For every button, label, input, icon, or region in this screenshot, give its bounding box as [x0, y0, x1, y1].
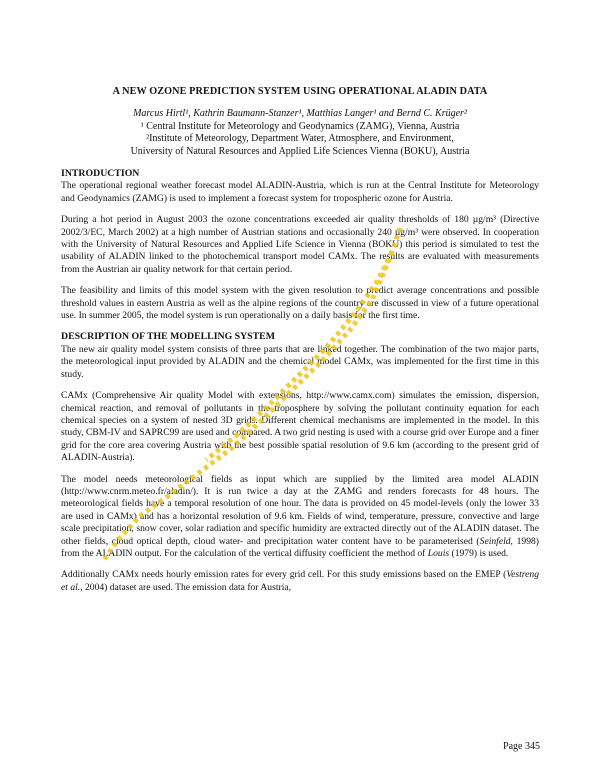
- paragraph: The feasibility and limits of this model system with the given resolution to predict average concentrations and possible threshold values in eastern Austria as well as the alpine regions of the country are discussed in view of a future operational use. In summer 2005, the model system is run operationally on a daily basis for the first time.: [61, 285, 539, 322]
- text-run: , 2004) dataset are used. The emission data for Austria,: [80, 581, 292, 593]
- affiliation-2: ²Institute of Meteorology, Department Water, Atmosphere, and Environment,: [146, 133, 454, 144]
- paragraph: The operational regional weather forecast model ALADIN-Austria, which is run at the Central Institute for Meteorology and Geodynamics (ZAMG) is used to implement a forecast system for tropospheric ozone for Austria.: [61, 180, 539, 204]
- paragraph: The new air quality model system consists of three parts that are linked together. The combination of the two major parts, the meteorological input provided by ALADIN and the chemical model CAMx, was implemented for the first time in this study.: [61, 343, 539, 380]
- citation-seinfeld: Seinfeld: [479, 535, 511, 547]
- section-heading-modelling-system: DESCRIPTION OF THE MODELLING SYSTEM: [61, 331, 275, 343]
- text-run: , 1998) from the ALADIN output. For the calculation of the vertical diffusity coefficient the method of: [61, 535, 539, 559]
- paragraph: [61, 474, 539, 561]
- text-run: The model needs meteorological fields as input which are supplied by the limited area model ALADIN (http://www.cnrm.meteo.fr/aladin/). It is run twice a day at the ZAMG and renders forecasts for 48 hours. The meteorological fields have a temporal resolution of one hour. The data is provided on 45 model-levels (only the lower 33 are used in CAMx) and has a horizontal resolution of 9.6 km. Fields of wind, temperature, pressure, convective and large scale precipitation, snow cover, solar radiation and specific humidity are extracted directly out of the ALADIN dataset. The other fields, cloud optical depth, cloud water- and precipitation water content have to be parameterised (: [61, 473, 539, 547]
- paragraph: CAMx (Comprehensive Air quality Model with extensions, http://www.camx.com) simulates the emission, dispersion, chemical reaction, and removal of pollutants in the troposphere by solving the pollutant continuity equation for each chemical species on a system of nested 3D grids. Different chemical mechanisms are implemented in the model. In this study, CBM-IV and SAPRC99 are used and compared. A two grid nesting is used with a course grid over Europe and a finer grid for the core area covering Austria with the best possible spatial resolution of 9.6 km (according to the present grid of ALADIN-Austria).: [61, 390, 539, 464]
- citation-vestreng: Vestreng et al.: [61, 569, 539, 593]
- text-run: (1979) is used.: [449, 547, 509, 559]
- author-block: [0, 108, 600, 158]
- affiliation-3: University of Natural Resources and Applied Life Sciences Vienna (BOKU), Austria: [130, 145, 470, 157]
- body-text: [61, 168, 539, 594]
- citation-louis: Louis: [427, 547, 450, 559]
- author-names: Marcus Hirtl¹, Kathrin Baumann-Stanzer¹, Matthias Langer¹ and Bernd C. Krüger²: [133, 108, 467, 119]
- affiliation-1: ¹ Central Institute for Meteorology and Geodynamics (ZAMG), Vienna, Austria: [140, 120, 460, 132]
- paragraph: [61, 569, 539, 594]
- paragraph: During a hot period in August 2003 the ozone concentrations exceeded air quality thresholds of 180 µg/m³ (Directive 2002/3/EC, March 2002) at a high number of Austrian stations and occasionally 240 µg/m³ were observed. In cooperation with the University of Natural Resources and Applied Life Science in Vienna (BOKU) this period is simulated to test the usability of ALADIN linked to the photochemical transport model CAMx. The results are evaluated with measurements from the Austrian air quality network for that certain period.: [61, 214, 539, 275]
- page-number: Page 345: [503, 741, 540, 752]
- text-run: Additionally CAMx needs hourly emission rates for every grid cell. For this study emissions based on the EMEP (: [61, 569, 507, 581]
- section-heading-introduction: INTRODUCTION: [61, 168, 140, 179]
- paper-title: A NEW OZONE PREDICTION SYSTEM USING OPERATIONAL ALADIN DATA: [112, 86, 488, 97]
